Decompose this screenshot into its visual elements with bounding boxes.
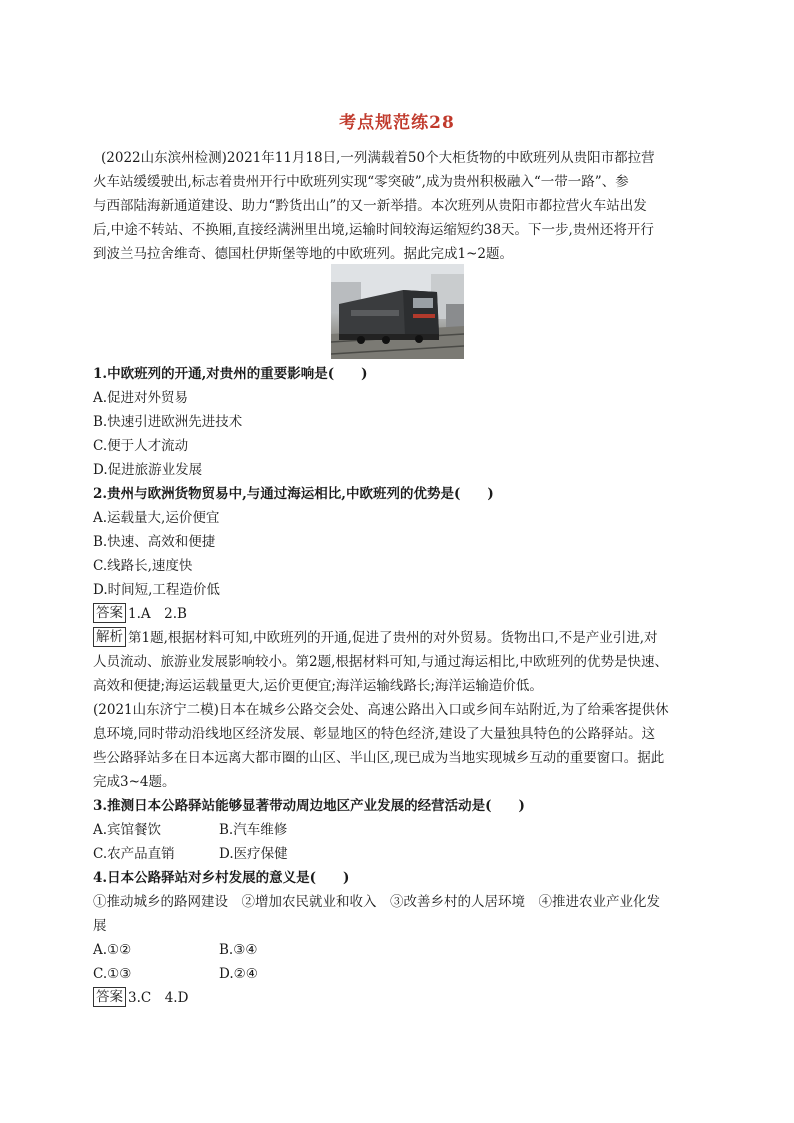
option-c: C.线路长,速度快 (93, 558, 193, 574)
question-stem: 3.推测日本公路驿站能够显著带动周边地区产业发展的经营活动是( ) (93, 798, 525, 814)
answer-block-1 (93, 602, 703, 626)
statement-line: 展 (93, 918, 107, 934)
passage-line: 完成3~4题。 (93, 774, 176, 790)
question-stem: 4.日本公路驿站对乡村发展的意义是( ) (93, 870, 350, 886)
option-d: D.促进旅游业发展 (93, 462, 203, 478)
passage-1 (93, 146, 703, 266)
option-b: B.③④ (219, 942, 258, 958)
analysis-line: 第1题,根据材料可知,中欧班列的开通,促进了贵州的对外贸易。货物出口,不是产业引进,对 (128, 630, 658, 646)
passage-line: (2022山东滨州检测)2021年11月18日,一列满载着50个大柜货物的中欧班列从贵阳市都拉营 (101, 150, 655, 166)
analysis-block-1 (93, 626, 703, 698)
analysis-line: 人员流动、旅游业发展影响较小。第2题,根据材料可知,与通过海运相比,中欧班列的优势是快速、 (93, 654, 668, 670)
answer-text: 1.A 2.B (128, 606, 187, 622)
passage-line: 息环境,同时带动沿线地区经济发展、彰显地区的特色经济,建设了大量独具特色的公路驿站。这 (93, 726, 656, 742)
option-a: A.运载量大,运价便宜 (93, 510, 220, 526)
analysis-tag: 解析 (93, 627, 126, 647)
passage-line: 火车站缓缓驶出,标志着贵州开行中欧班列实现“零突破”,成为贵州积极融入“一带一路”、参 (93, 174, 629, 190)
answer-text: 3.C 4.D (128, 990, 189, 1006)
passage-line: 与西部陆海新通道建设、助力“黔货出山”的又一新举措。本次班列从贵阳市都拉营火车站出发 (93, 198, 647, 214)
option-c: C.①③ (93, 966, 132, 982)
passage-line: 到波兰马拉舍维奇、德国杜伊斯堡等地的中欧班列。据此完成1~2题。 (93, 246, 513, 262)
option-d: D.时间短,工程造价低 (93, 582, 220, 598)
answer-block-2 (93, 986, 703, 1010)
train-photo (331, 264, 464, 359)
option-b: B.快速、高效和便捷 (93, 534, 216, 550)
passage-line: 后,中途不转站、不换厢,直接经满洲里出境,运输时间较海运缩短约38天。下一步,贵州还将开行 (93, 222, 654, 238)
option-c: C.便于人才流动 (93, 438, 189, 454)
option-b: B.快速引进欧洲先进技术 (93, 414, 243, 430)
question-3 (93, 794, 703, 866)
analysis-line: 高效和便捷;海运运载量更大,运价更便宜;海洋运输线路长;海洋运输造价低。 (93, 678, 543, 694)
answer-tag: 答案 (93, 987, 126, 1007)
statement-line: ①推动城乡的路网建设 ②增加农民就业和收入 ③改善乡村的人居环境 ④推进农业产业化发 (93, 894, 660, 910)
question-1 (93, 362, 703, 482)
passage-line: 些公路驿站多在日本远离大都市圈的山区、半山区,现已成为当地实现城乡互动的重要窗口。据此 (93, 750, 665, 766)
option-a: A.促进对外贸易 (93, 390, 189, 406)
question-stem: 2.贵州与欧洲货物贸易中,与通过海运相比,中欧班列的优势是( ) (93, 486, 494, 502)
option-a: A.①② (93, 942, 132, 958)
answer-tag: 答案 (93, 603, 126, 623)
passage-2 (93, 698, 703, 794)
option-d: D.医疗保健 (219, 846, 288, 862)
option-b: B.汽车维修 (219, 822, 288, 838)
passage-line: (2021山东济宁二模)日本在城乡公路交会处、高速公路出入口或乡间车站附近,为了给乘客提供休 (93, 702, 669, 718)
question-4 (93, 866, 703, 986)
option-d: D.②④ (219, 966, 258, 982)
page-title: 考点规范练28 (339, 113, 455, 133)
question-stem: 1.中欧班列的开通,对贵州的重要影响是( ) (93, 366, 368, 382)
option-c: C.农产品直销 (93, 846, 175, 862)
option-a: A.宾馆餐饮 (93, 822, 162, 838)
question-2 (93, 482, 703, 602)
